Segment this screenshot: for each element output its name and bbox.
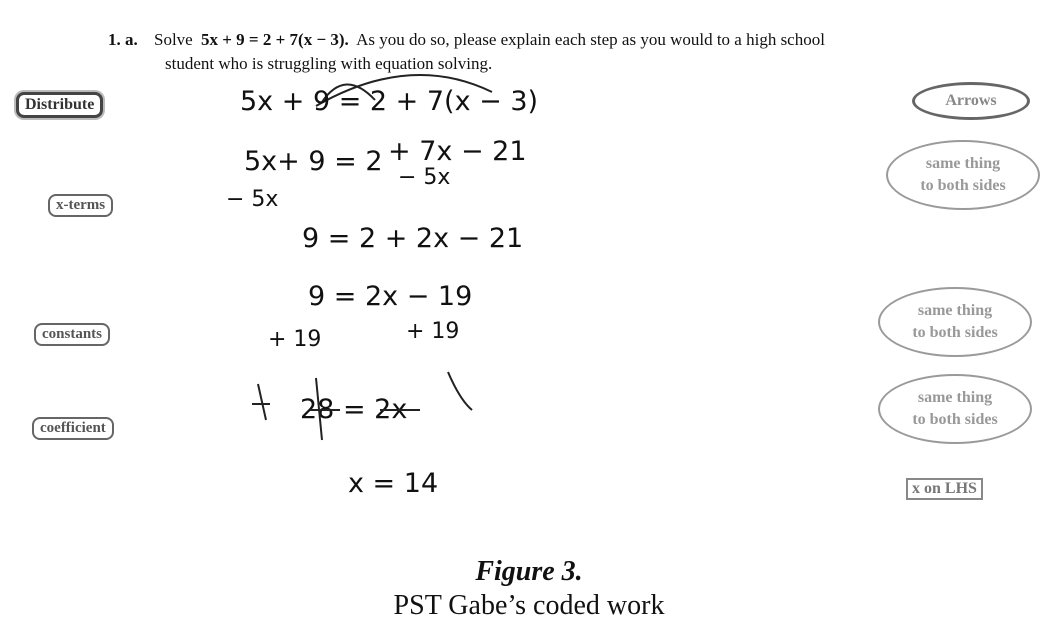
- work-line-2a: 5x+ 9 = 2: [244, 146, 383, 177]
- work-line-7: 28 = 2x: [300, 394, 408, 425]
- work-line-3a: − 5x: [226, 187, 279, 212]
- problem-number: 1. a.: [108, 30, 138, 49]
- tag-arrows-label: Arrows: [945, 92, 997, 109]
- problem-equation: 5x + 9 = 2 + 7(x − 3).: [200, 30, 349, 49]
- work-line-3b: − 5x: [398, 165, 451, 190]
- same-thing-line1: same thing: [917, 389, 993, 406]
- same-thing-line2: to both sides: [912, 411, 998, 428]
- work-line-4: 9 = 2 + 2x − 21: [302, 223, 524, 254]
- work-line-2b: + 7x − 21: [388, 136, 527, 167]
- same-thing-line1: same thing: [925, 155, 1001, 172]
- same-thing-line2: to both sides: [912, 324, 998, 341]
- tag-x-on-lhs: x on LHS: [906, 478, 983, 500]
- problem-text-2: student who is struggling with equation solving.: [165, 54, 493, 73]
- figure-subtitle: PST Gabe’s coded work: [393, 590, 665, 621]
- same-thing-line1: same thing: [917, 302, 993, 319]
- work-line-8: x = 14: [348, 468, 439, 499]
- problem-lead: Solve: [154, 30, 193, 49]
- tag-distribute: Distribute: [16, 92, 103, 118]
- tag-constants: constants: [34, 323, 110, 346]
- figure-title: Figure 3.: [475, 556, 583, 587]
- same-thing-line2: to both sides: [920, 177, 1006, 194]
- tag-x-terms: x-terms: [48, 194, 113, 217]
- work-line-5: 9 = 2x − 19: [308, 281, 473, 312]
- work-line-1: 5x + 9 = 2 + 7(x − 3): [240, 86, 539, 117]
- problem-text-1: As you do so, please explain each step as you would to a high school: [356, 30, 825, 49]
- work-line-6a: + 19: [268, 327, 322, 352]
- work-line-6b: + 19: [406, 319, 460, 344]
- tag-coefficient: coefficient: [32, 417, 114, 440]
